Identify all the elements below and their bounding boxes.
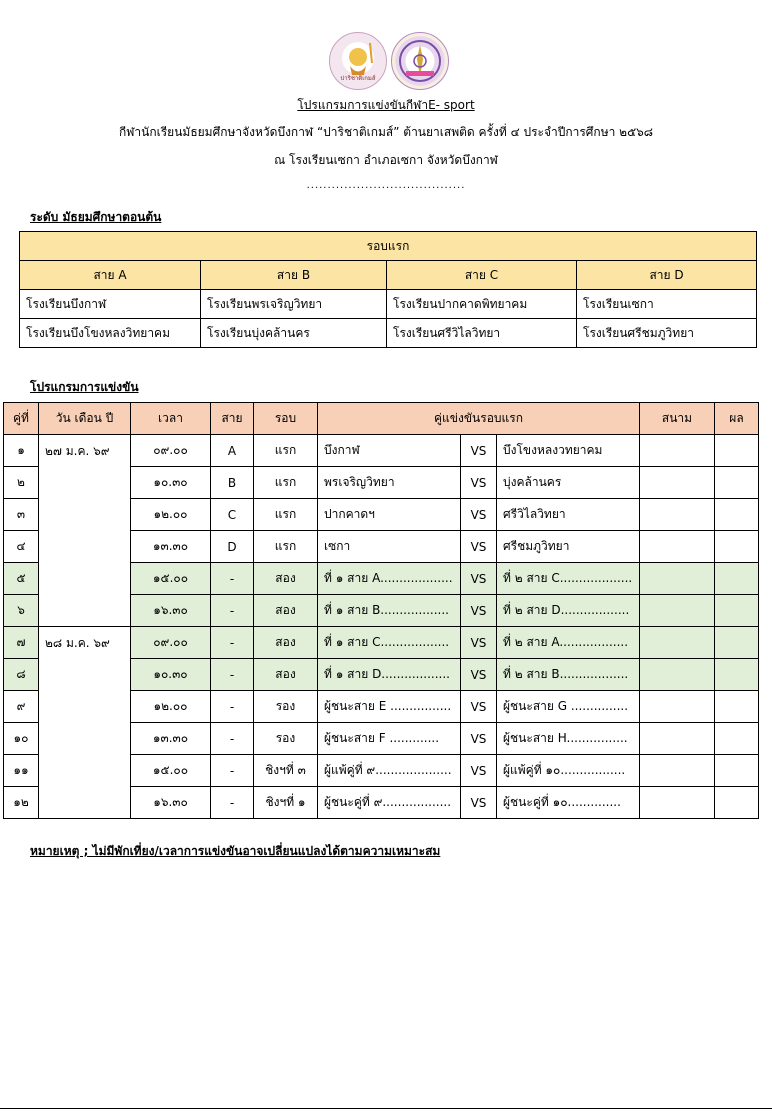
match-round: ชิงฯที่ ๓ — [254, 755, 318, 787]
group-school: โรงเรียนบึงกาฬ — [20, 290, 201, 319]
match-round: สอง — [254, 563, 318, 595]
group-school: โรงเรียนบึงโขงหลงวิทยาคม — [20, 319, 201, 348]
level-label: ระดับ มัธยมศึกษาตอนต้น — [30, 210, 162, 224]
venue-cell — [640, 467, 715, 499]
match-group: - — [211, 595, 254, 627]
result-cell — [715, 659, 759, 691]
match-round: สอง — [254, 595, 318, 627]
table-row — [4, 435, 759, 467]
group-header: สาย A — [20, 261, 201, 290]
vs-label: VS — [461, 435, 497, 467]
team-home: ผู้ชนะสาย E ................ — [318, 691, 461, 723]
match-round: ชิงฯที่ ๑ — [254, 787, 318, 819]
match-round: แรก — [254, 467, 318, 499]
group-header-row — [20, 261, 757, 290]
match-no: ๕ — [4, 563, 39, 595]
match-round: สอง — [254, 659, 318, 691]
match-time: ๑๐.๓๐ — [131, 467, 211, 499]
team-away: ศรีวิไลวิทยา — [497, 499, 640, 531]
header-group: สาย — [211, 403, 254, 435]
team-home: ปากคาดฯ — [318, 499, 461, 531]
match-no: ๖ — [4, 595, 39, 627]
group-table — [19, 231, 757, 348]
team-away: ที่ ๒ สาย C................... — [497, 563, 640, 595]
logo-bar — [0, 32, 772, 90]
group-header: สาย C — [387, 261, 577, 290]
vs-label: VS — [461, 691, 497, 723]
page-title: โปรแกรมการแข่งขันกีฬาE- sport — [297, 98, 475, 112]
match-time: ๐๙.๐๐ — [131, 435, 211, 467]
group-round-row — [20, 232, 757, 261]
schedule-body — [4, 435, 759, 819]
match-no: ๑๑ — [4, 755, 39, 787]
match-date: ๒๗ ม.ค. ๖๙ — [39, 435, 131, 627]
team-away: ผู้ชนะสาย G ............... — [497, 691, 640, 723]
school-sport-logo — [329, 32, 387, 90]
match-time: ๑๖.๓๐ — [131, 595, 211, 627]
match-round: สอง — [254, 627, 318, 659]
venue-cell — [640, 563, 715, 595]
schedule-label: โปรแกรมการแข่งขัน — [30, 380, 139, 394]
match-time: ๑๐.๓๐ — [131, 659, 211, 691]
venue-cell — [640, 787, 715, 819]
result-cell — [715, 787, 759, 819]
vs-label: VS — [461, 467, 497, 499]
venue-cell — [640, 595, 715, 627]
team-home: บึงกาฬ — [318, 435, 461, 467]
vs-label: VS — [461, 627, 497, 659]
subtitle-venue: ณ โรงเรียนเซกา อำเภอเซกา จังหวัดบึงกาฬ — [274, 153, 498, 167]
schedule-table — [3, 402, 759, 819]
header-no: คู่ที่ — [4, 403, 39, 435]
team-away: ศรีชมภูวิทยา — [497, 531, 640, 563]
team-away: ที่ ๒ สาย B.................. — [497, 659, 640, 691]
header-venue: สนาม — [640, 403, 715, 435]
result-cell — [715, 435, 759, 467]
team-home: พรเจริญวิทยา — [318, 467, 461, 499]
match-time: ๑๖.๓๐ — [131, 787, 211, 819]
match-group: - — [211, 787, 254, 819]
group-school: โรงเรียนปากคาดพิทยาคม — [387, 290, 577, 319]
dotted-separator: ...................................... — [306, 180, 466, 191]
match-no: ๑ — [4, 435, 39, 467]
vs-label: VS — [461, 755, 497, 787]
group-row — [20, 319, 757, 348]
result-cell — [715, 563, 759, 595]
result-cell — [715, 531, 759, 563]
table-row — [4, 627, 759, 659]
match-group: - — [211, 659, 254, 691]
result-cell — [715, 755, 759, 787]
page-bottom-rule — [0, 1108, 772, 1109]
team-away: ที่ ๒ สาย D.................. — [497, 595, 640, 627]
match-time: ๐๙.๐๐ — [131, 627, 211, 659]
group-school: โรงเรียนศรีชมภูวิทยา — [577, 319, 757, 348]
match-group: - — [211, 563, 254, 595]
team-home: ผู้ชนะคู่ที่ ๙.................. — [318, 787, 461, 819]
footnote: หมายเหตุ ; ไม่มีพักเที่ยง/เวลาการแข่งขันอาจเปลี่ยนแปลงได้ตามความเหมาะสม — [30, 844, 441, 858]
group-school: โรงเรียนพรเจริญวิทยา — [201, 290, 387, 319]
match-no: ๒ — [4, 467, 39, 499]
match-no: ๑๐ — [4, 723, 39, 755]
result-cell — [715, 627, 759, 659]
vs-label: VS — [461, 787, 497, 819]
venue-cell — [640, 659, 715, 691]
team-away: ผู้ชนะคู่ที่ ๑๐.............. — [497, 787, 640, 819]
match-time: ๑๓.๓๐ — [131, 531, 211, 563]
header-matchup: คู่แข่งขันรอบแรก — [318, 403, 640, 435]
group-round-label: รอบแรก — [20, 232, 757, 261]
header-date: วัน เดือน ปี — [39, 403, 131, 435]
venue-cell — [640, 627, 715, 659]
match-group: C — [211, 499, 254, 531]
schedule-header-row — [4, 403, 759, 435]
match-no: ๔ — [4, 531, 39, 563]
team-home: ที่ ๑ สาย A................... — [318, 563, 461, 595]
match-group: D — [211, 531, 254, 563]
match-time: ๑๒.๐๐ — [131, 691, 211, 723]
match-round: รอง — [254, 723, 318, 755]
match-no: ๙ — [4, 691, 39, 723]
venue-cell — [640, 531, 715, 563]
team-home: ผู้แพ้คู่ที่ ๙.................... — [318, 755, 461, 787]
venue-cell — [640, 691, 715, 723]
group-school: โรงเรียนเซกา — [577, 290, 757, 319]
match-time: ๑๓.๓๐ — [131, 723, 211, 755]
education-office-seal — [391, 32, 449, 90]
result-cell — [715, 499, 759, 531]
match-no: ๗ — [4, 627, 39, 659]
subtitle-event: กีฬานักเรียนมัธยมศึกษาจังหวัดบึงกาฬ “ปาริชาติเกมส์” ต้านยาเสพติด ครั้งที่ ๔ ประจำปีการศึกษา ๒๕๖๘ — [118, 125, 654, 139]
venue-cell — [640, 499, 715, 531]
match-no: ๑๒ — [4, 787, 39, 819]
match-round: รอง — [254, 691, 318, 723]
venue-cell — [640, 435, 715, 467]
header-round: รอบ — [254, 403, 318, 435]
team-home: ที่ ๑ สาย D.................. — [318, 659, 461, 691]
header-result: ผล — [715, 403, 759, 435]
group-header: สาย D — [577, 261, 757, 290]
group-row — [20, 290, 757, 319]
group-school: โรงเรียนศรีวิไลวิทยา — [387, 319, 577, 348]
match-round: แรก — [254, 499, 318, 531]
team-home: เซกา — [318, 531, 461, 563]
venue-cell — [640, 755, 715, 787]
team-away: ที่ ๒ สาย A.................. — [497, 627, 640, 659]
header-time: เวลา — [131, 403, 211, 435]
team-home: ที่ ๑ สาย C.................. — [318, 627, 461, 659]
result-cell — [715, 691, 759, 723]
team-away: ผู้แพ้คู่ที่ ๑๐................. — [497, 755, 640, 787]
result-cell — [715, 595, 759, 627]
team-home: ที่ ๑ สาย B.................. — [318, 595, 461, 627]
match-group: - — [211, 627, 254, 659]
vs-label: VS — [461, 595, 497, 627]
vs-label: VS — [461, 659, 497, 691]
match-round: แรก — [254, 435, 318, 467]
match-group: - — [211, 691, 254, 723]
match-group: - — [211, 723, 254, 755]
match-time: ๑๒.๐๐ — [131, 499, 211, 531]
match-date: ๒๘ ม.ค. ๖๙ — [39, 627, 131, 819]
match-time: ๑๕.๐๐ — [131, 563, 211, 595]
team-away: บุ่งคล้านคร — [497, 467, 640, 499]
match-time: ๑๕.๐๐ — [131, 755, 211, 787]
vs-label: VS — [461, 723, 497, 755]
match-no: ๘ — [4, 659, 39, 691]
logo-caption: ปาริชาติเกมส์ — [340, 75, 376, 82]
match-round: แรก — [254, 531, 318, 563]
match-no: ๓ — [4, 499, 39, 531]
venue-cell — [640, 723, 715, 755]
match-group: B — [211, 467, 254, 499]
vs-label: VS — [461, 499, 497, 531]
result-cell — [715, 467, 759, 499]
group-school: โรงเรียนบุ่งคล้านคร — [201, 319, 387, 348]
team-away: บึงโขงหลงวทยาคม — [497, 435, 640, 467]
match-group: A — [211, 435, 254, 467]
vs-label: VS — [461, 563, 497, 595]
group-header: สาย B — [201, 261, 387, 290]
team-home: ผู้ชนะสาย F ............. — [318, 723, 461, 755]
match-group: - — [211, 755, 254, 787]
vs-label: VS — [461, 531, 497, 563]
result-cell — [715, 723, 759, 755]
team-away: ผู้ชนะสาย H................ — [497, 723, 640, 755]
